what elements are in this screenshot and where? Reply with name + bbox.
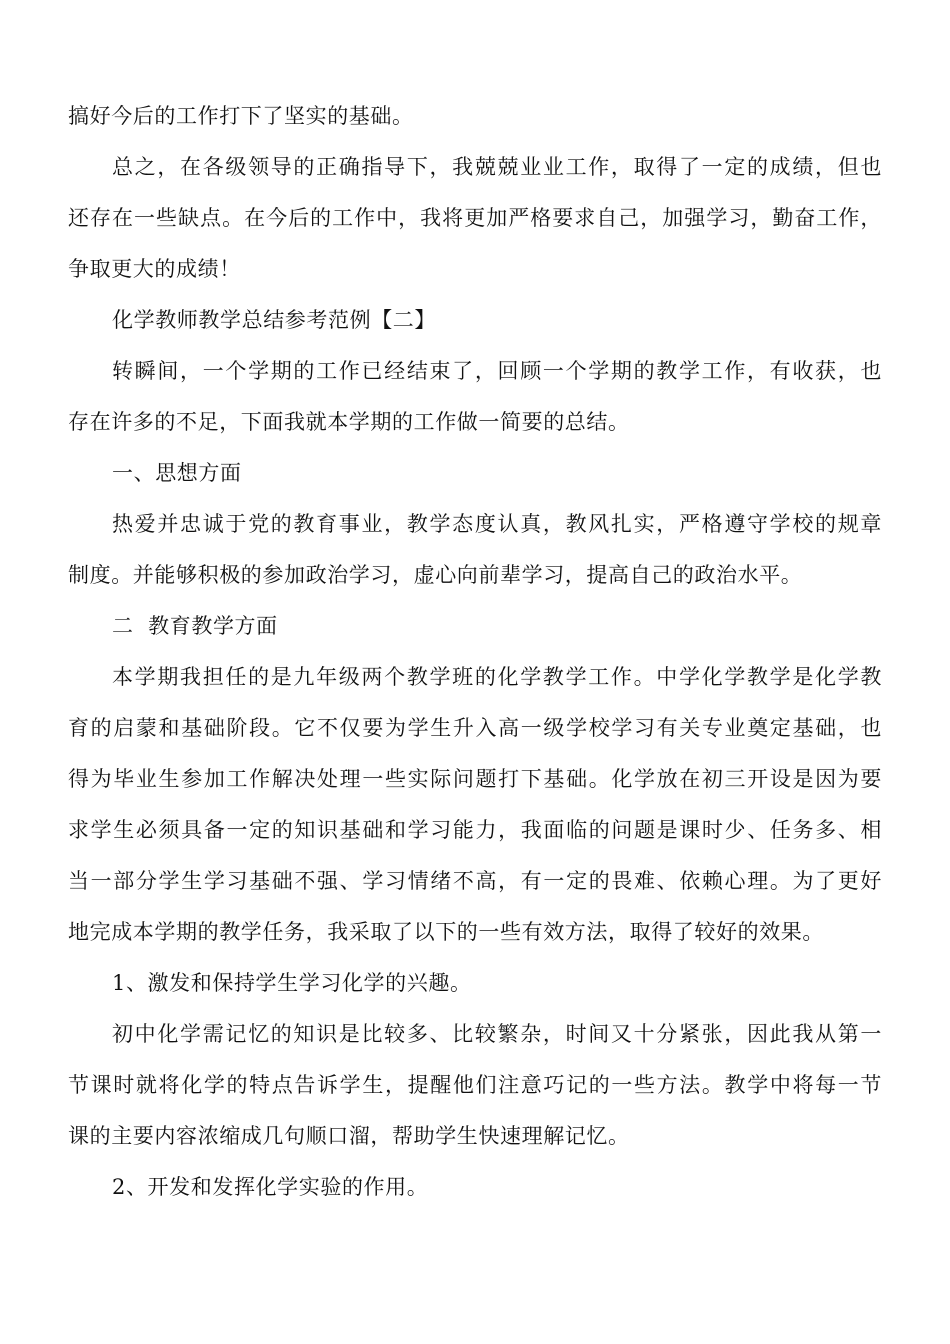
text-line: 当一部分学生学习基础不强、学习情绪不高，有一定的畏难、依赖心理。为了更好 <box>68 869 882 893</box>
text-line: 还存在一些缺点。在今后的工作中，我将更加严格要求自己，加强学习，勤奋工作， <box>68 206 882 230</box>
text-line: 热爱并忠诚于党的教育事业，教学态度认真，教风扎实，严格遵守学校的规章 <box>112 512 882 536</box>
text-line: 争取更大的成绩！ <box>68 257 241 281</box>
text-line: 求学生必须具备一定的知识基础和学习能力，我面临的问题是课时少、任务多、相 <box>68 818 882 842</box>
subsection-heading: 1、激发和保持学生学习化学的兴趣。 <box>112 971 472 995</box>
text-line: 转瞬间，一个学期的工作已经结束了，回顾一个学期的教学工作，有收获，也 <box>112 359 882 383</box>
section-heading: 二 教育教学方面 <box>112 614 278 638</box>
text-line: 初中化学需记忆的知识是比较多、比较繁杂，时间又十分紧张，因此我从第一 <box>112 1022 882 1046</box>
text-line: 地完成本学期的教学任务，我采取了以下的一些有效方法，取得了较好的效果。 <box>68 920 824 944</box>
text-line: 课的主要内容浓缩成几句顺口溜，帮助学生快速理解记忆。 <box>68 1124 630 1148</box>
text-line: 本学期我担任的是九年级两个教学班的化学教学工作。中学化学教学是化学教 <box>112 665 882 689</box>
subsection-heading: 2、开发和发挥化学实验的作用。 <box>112 1175 429 1199</box>
text-line: 得为毕业生参加工作解决处理一些实际问题打下基础。化学放在初三开设是因为要 <box>68 767 882 791</box>
section-heading: 化学教师教学总结参考范例【二】 <box>112 308 436 332</box>
text-line: 育的启蒙和基础阶段。它不仅要为学生升入高一级学校学习有关专业奠定基础，也 <box>68 716 882 740</box>
text-line: 存在许多的不足，下面我就本学期的工作做一简要的总结。 <box>68 410 630 434</box>
text-line: 制度。并能够积极的参加政治学习，虚心向前辈学习，提高自己的政治水平。 <box>68 563 803 587</box>
text-line: 搞好今后的工作打下了坚实的基础。 <box>68 104 414 128</box>
text-line: 总之，在各级领导的正确指导下，我兢兢业业工作，取得了一定的成绩，但也 <box>112 155 882 179</box>
text-line: 节课时就将化学的特点告诉学生，提醒他们注意巧记的一些方法。教学中将每一节 <box>68 1073 882 1097</box>
section-heading: 一、思想方面 <box>112 461 242 485</box>
